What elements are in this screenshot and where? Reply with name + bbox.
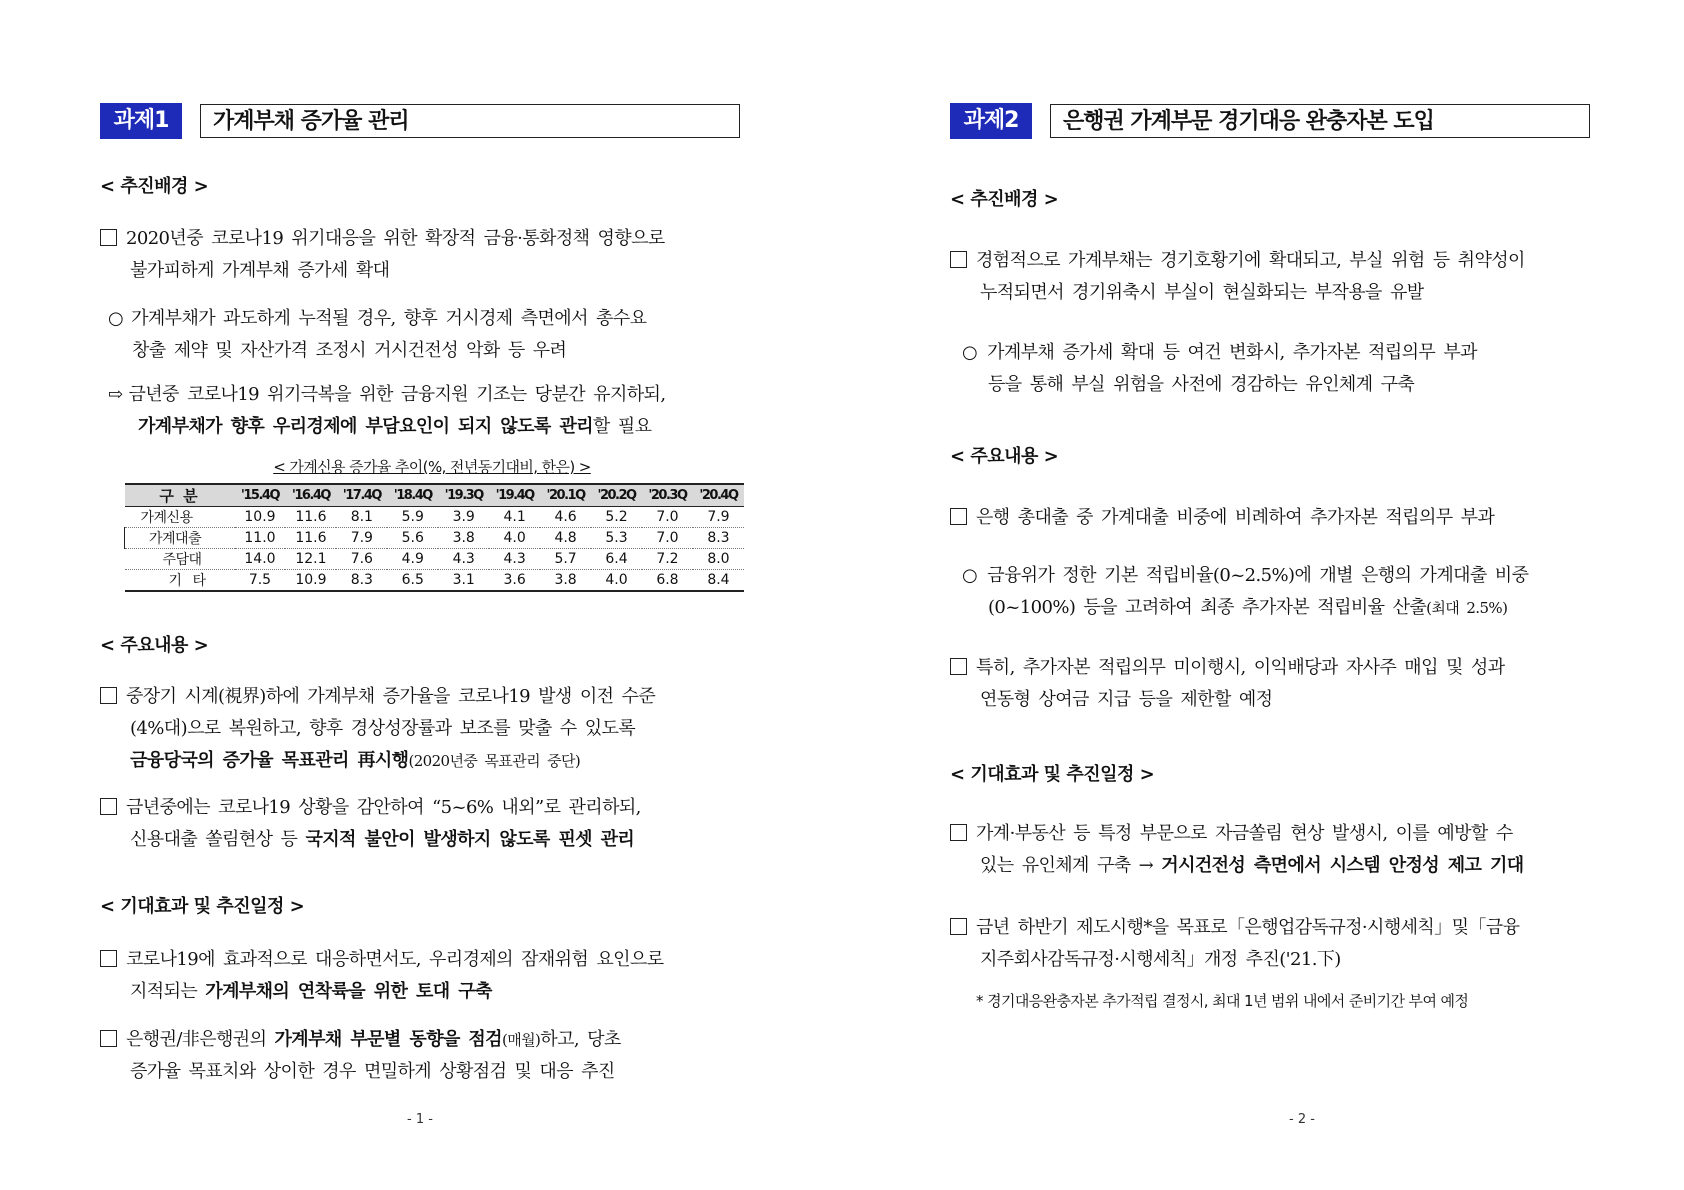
table-cell: 4.8 xyxy=(540,528,591,549)
checkbox-square-icon xyxy=(950,918,967,935)
table-cell: 4.3 xyxy=(438,549,489,570)
row-label: 기 타 xyxy=(125,570,235,592)
table-cell: 7.9 xyxy=(693,507,744,528)
checkbox-square-icon xyxy=(100,229,117,246)
circle-bullet-icon: ○ xyxy=(962,342,978,363)
checkbox-square-icon xyxy=(100,950,117,967)
section-heading-main: < 주요내용 > xyxy=(950,446,1059,467)
table-row xyxy=(125,528,745,549)
task-tag: 과제1 xyxy=(100,103,182,139)
table-row xyxy=(125,570,745,592)
table-cell: 6.5 xyxy=(387,570,438,592)
table-cell: 8.4 xyxy=(693,570,744,592)
table-cell: 5.2 xyxy=(591,507,642,528)
table-cell: 3.8 xyxy=(540,570,591,592)
section-heading-main: < 주요내용 > xyxy=(100,635,209,656)
household-credit-table xyxy=(124,483,744,592)
page-number: - 1 - xyxy=(407,1112,433,1127)
main-item-2: 특히, 추가자본 적립의무 미이행시, 이익배당과 자사주 매입 및 성과 연동형 상여금 지급 등을 제한할 예정 xyxy=(950,652,1595,716)
background-subitem-1: ○ 가계부채 증가세 확대 등 여건 변화시, 추가자본 적립의무 부과 등을 통해 부실 위험을 사전에 경감하는 유인체계 구축 xyxy=(962,342,1477,395)
checkbox-square-icon xyxy=(100,1030,117,1047)
effect-item-2: 은행권/非은행권의 가계부채 부문별 동향을 점검(매월)하고, 당초 증가율 목표치와 상이한 경우 면밀하게 상황점검 및 대응 추진 xyxy=(100,1024,745,1088)
table-cell: 10.9 xyxy=(235,507,286,528)
checkbox-square-icon xyxy=(100,798,117,815)
table-cell: 4.0 xyxy=(591,570,642,592)
table-header-cell: '16.4Q xyxy=(285,484,336,507)
task-tag: 과제2 xyxy=(950,103,1032,139)
circle-bullet-icon: ○ xyxy=(108,308,124,329)
effect-item-1: 코로나19에 효과적으로 대응하면서도, 우리경제의 잠재위험 요인으로 지적되는 가계부채의 연착륙을 위한 토대 구축 xyxy=(100,944,745,1008)
checkbox-square-icon xyxy=(950,824,967,841)
arrow-bullet-icon: ⇨ xyxy=(108,384,123,405)
table-cell: 11.0 xyxy=(235,528,286,549)
table-row xyxy=(125,507,745,528)
background-subitem-1: ○ 가계부채가 과도하게 누적될 경우, 향후 거시경제 측면에서 총수요 창출 제약 및 자산가격 조정시 거시건전성 악화 등 우려 xyxy=(108,308,647,361)
table-row xyxy=(125,549,745,570)
table-cell: 5.7 xyxy=(540,549,591,570)
table-header-cell: '20.1Q xyxy=(540,484,591,507)
table-cell: 7.5 xyxy=(235,570,286,592)
table-header-cell: '20.2Q xyxy=(591,484,642,507)
background-item-1: 2020년중 코로나19 위기대응을 위한 확장적 금융·통화정책 영향으로 불가피하게 가계부채 증가세 확대 xyxy=(100,223,745,287)
table-header-cell: '17.4Q xyxy=(336,484,387,507)
circle-bullet-icon: ○ xyxy=(962,565,978,586)
page-2 xyxy=(842,0,1684,1190)
table-cell: 8.3 xyxy=(336,570,387,592)
section-heading-effect: < 기대효과 및 추진일정 > xyxy=(100,896,305,917)
table-cell: 6.8 xyxy=(642,570,693,592)
background-item-1: 경험적으로 가계부채는 경기호황기에 확대되고, 부실 위험 등 취약성이 누적되면서 경기위축시 부실이 현실화되는 부작용을 유발 xyxy=(950,245,1595,309)
checkbox-square-icon xyxy=(950,251,967,268)
effect-item-1: 가계·부동산 등 특정 부문으로 자금쏠림 현상 발생시, 이를 예방할 수 있는 유인체계 구축 → 거시건전성 측면에서 시스템 안정성 제고 기대 xyxy=(950,818,1595,882)
table-cell: 7.0 xyxy=(642,507,693,528)
main-item-1: 중장기 시계(視界)하에 가계부채 증가율을 코로나19 발생 이전 수준 (4%대)으로 복원하고, 향후 경상성장률과 보조를 맞출 수 있도록 금융당국의 증가율 목표관리 再시행(2020년중 목표관리 중단) xyxy=(100,681,745,777)
table-cell: 3.1 xyxy=(438,570,489,592)
table-cell: 4.3 xyxy=(489,549,540,570)
effect-item-2: 금년 하반기 제도시행*을 목표로「은행업감독규정·시행세칙」및「금융 지주회사감독규정·시행세칙」개정 추진('21.下) xyxy=(950,912,1595,976)
checkbox-square-icon xyxy=(950,658,967,675)
table-cell: 10.9 xyxy=(285,570,336,592)
table-cell: 4.0 xyxy=(489,528,540,549)
table-cell: 4.1 xyxy=(489,507,540,528)
table-cell: 4.9 xyxy=(387,549,438,570)
task-title: 가계부채 증가율 관리 xyxy=(200,104,740,138)
main-item-2: 금년중에는 코로나19 상황을 감안하여 “5~6% 내외”로 관리하되, 신용대출 쏠림현상 등 국지적 불안이 발생하지 않도록 핀셋 관리 xyxy=(100,792,745,856)
table-cell: 5.9 xyxy=(387,507,438,528)
table-cell: 8.0 xyxy=(693,549,744,570)
table-cell: 11.6 xyxy=(285,507,336,528)
footnote: * 경기대응완충자본 추가적립 결정시, 최대 1년 범위 내에서 준비기간 부여 예정 xyxy=(976,992,1469,1010)
table-cell: 3.8 xyxy=(438,528,489,549)
table-cell: 7.6 xyxy=(336,549,387,570)
table-cell: 8.3 xyxy=(693,528,744,549)
table-header-cell: '20.3Q xyxy=(642,484,693,507)
checkbox-square-icon xyxy=(100,687,117,704)
table-header-cell: '19.4Q xyxy=(489,484,540,507)
table-cell: 5.3 xyxy=(591,528,642,549)
table-cell: 8.1 xyxy=(336,507,387,528)
table-header-cell: 구 분 xyxy=(125,484,235,507)
table-cell: 11.6 xyxy=(285,528,336,549)
table-caption: < 가계신용 증가율 추이(%, 전년동기대비, 한은) > xyxy=(273,458,591,476)
table-cell: 4.6 xyxy=(540,507,591,528)
row-label: 가계대출 xyxy=(125,528,235,549)
table-cell: 3.9 xyxy=(438,507,489,528)
table-cell: 5.6 xyxy=(387,528,438,549)
section-heading-background: < 추진배경 > xyxy=(100,176,209,197)
background-conclusion: ⇨ 금년중 코로나19 위기극복을 위한 금융지원 기조는 당분간 유지하되, 가계부채가 향후 우리경제에 부담요인이 되지 않도록 관리할 필요 xyxy=(108,384,666,437)
section-heading-background: < 추진배경 > xyxy=(950,189,1059,210)
table-cell: 3.6 xyxy=(489,570,540,592)
main-item-1: 은행 총대출 중 가계대출 비중에 비례하여 추가자본 적립의무 부과 xyxy=(950,502,1595,534)
table-header-cell: '15.4Q xyxy=(235,484,286,507)
row-label: 주담대 xyxy=(125,549,235,570)
checkbox-square-icon xyxy=(950,508,967,525)
table-cell: 7.9 xyxy=(336,528,387,549)
table-cell: 7.2 xyxy=(642,549,693,570)
table-header-row xyxy=(125,484,745,507)
row-label: 가계신용 xyxy=(125,507,235,528)
section-heading-effect: < 기대효과 및 추진일정 > xyxy=(950,764,1155,785)
table-cell: 6.4 xyxy=(591,549,642,570)
table-header-cell: '18.4Q xyxy=(387,484,438,507)
table-header-cell: '19.3Q xyxy=(438,484,489,507)
main-subitem-1: ○ 금융위가 정한 기본 적립비율(0~2.5%)에 개별 은행의 가계대출 비중 (0~100%) 등을 고려하여 최종 추가자본 적립비율 산출(최대 2.5%) xyxy=(962,565,1529,618)
table-cell: 12.1 xyxy=(285,549,336,570)
table-cell: 7.0 xyxy=(642,528,693,549)
task-title: 은행권 가계부문 경기대응 완충자본 도입 xyxy=(1050,104,1590,138)
page-number: - 2 - xyxy=(1289,1112,1315,1127)
table-cell: 14.0 xyxy=(235,549,286,570)
table-header-cell: '20.4Q xyxy=(693,484,744,507)
